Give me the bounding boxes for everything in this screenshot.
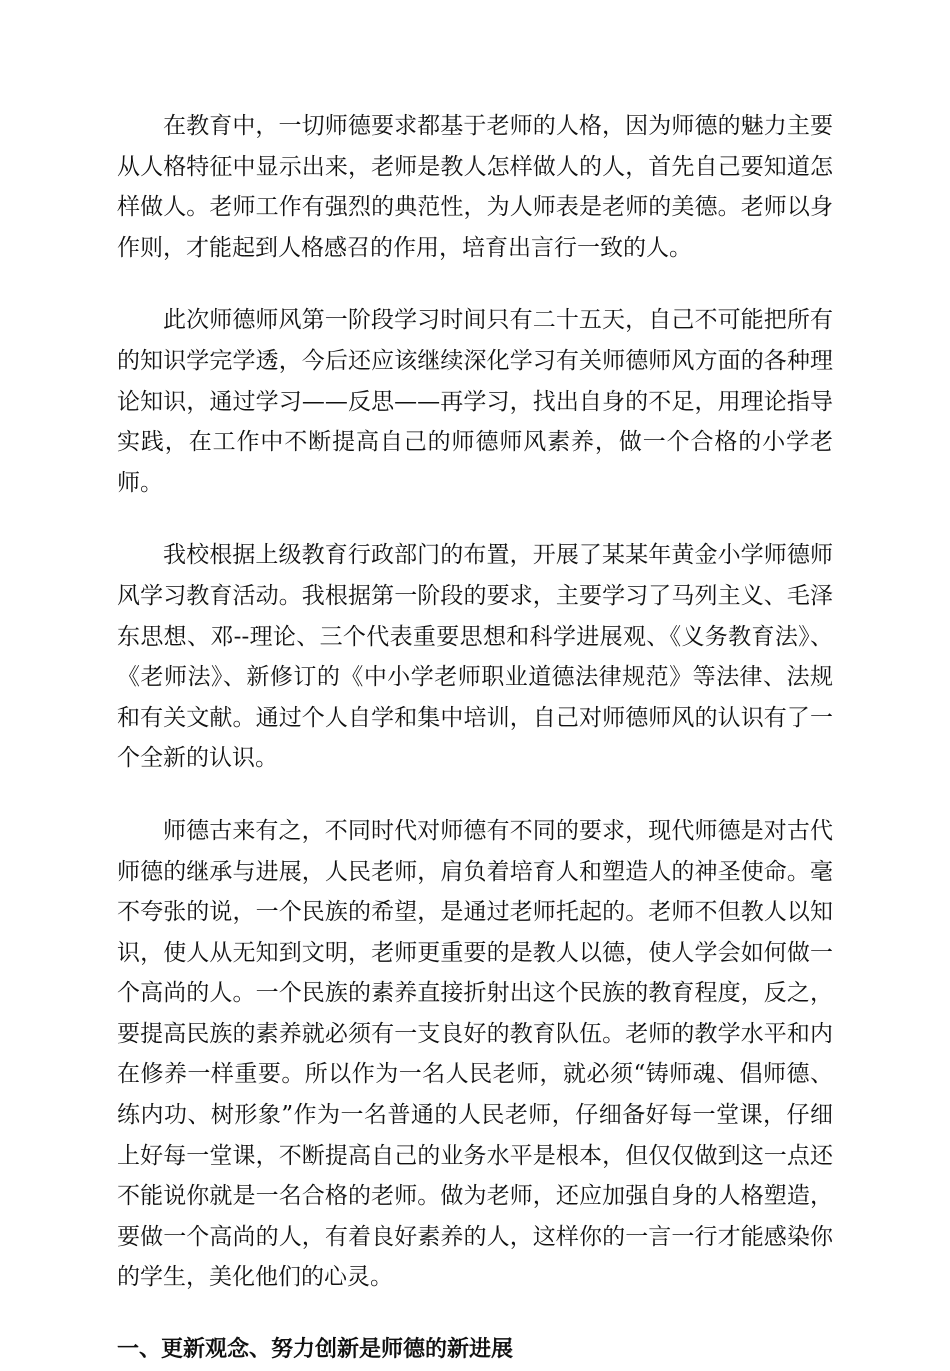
section-heading: 一、更新观念、努力创新是师德的新进展 [117,1337,514,1363]
paragraph-1: 在教育中，一切师德要求都基于老师的人格，因为师德的魅力主要从人格特征中显示出来，老师是教人怎样做人的人，首先自己要知道怎样做人。老师工作有强烈的典范性，为人师表是老师的美德。老师以身作则，才能起到人格感召的作用，培育出言行一致的人。 [117,113,833,261]
paragraph-3: 我校根据上级教育行政部门的布置，开展了某某年黄金小学师德师风学习教育活动。我根据第一阶段的要求，主要学习了马列主义、毛泽东思想、邓--理论、三个代表重要思想和科学进展观、《义务教育法》、《老师法》、新修订的《中小学老师职业道德法律规范》等法律、法规和有关文献。通过个人自学和集中培训，自己对师德师风的认识有了一个全新的认识。 [117,542,833,772]
paragraph-4: 师德古来有之，不同时代对师德有不同的要求，现代师德是对古代师德的继承与进展，人民老师，肩负着培育人和塑造人的神圣使命。毫不夸张的说，一个民族的希望，是通过老师托起的。老师不但教人以知识，使人从无知到文明，老师更重要的是教人以德，使人学会如何做一个高尚的人。一个民族的素养直接折射出这个民族的教育程度，反之，要提高民族的素养就必须有一支良好的教育队伍。老师的教学水平和内在修养一样重要。所以作为一名人民老师，就必须“铸师魂、倡师德、练内功、树形象”作为一名普通的人民老师，仔细备好每一堂课，仔细上好每一堂课，不断提高自己的业务水平是根本，但仅仅做到这一点还不能说你就是一名合格的老师。做为老师，还应加强自身的人格塑造，要做一个高尚的人，有着良好素养的人，这样你的一言一行才能感染你的学生，美化他们的心灵。 [117,817,833,1291]
document-body [117,106,833,1371]
paragraph-2: 此次师德师风第一阶段学习时间只有二十五天，自己不可能把所有的知识学完学透，今后还应该继续深化学习有关师德师风方面的各种理论知识，通过学习——反思——再学习，找出自身的不足，用理论指导实践，在工作中不断提高自己的师德师风素养，做一个合格的小学老师。 [117,307,833,496]
